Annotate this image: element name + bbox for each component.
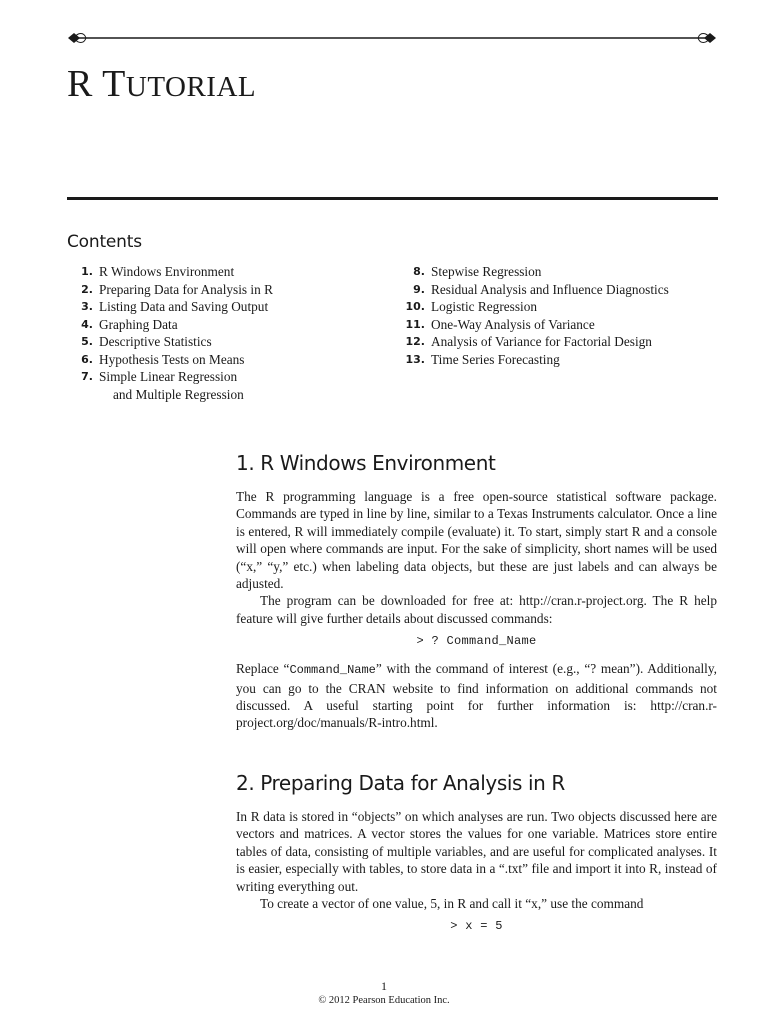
- section-1-code-example: > ? Command_Name: [416, 634, 537, 649]
- toc-item-number: 8.: [413, 265, 425, 278]
- title-initial: R T: [67, 63, 126, 105]
- section-1-heading: 1. R Windows Environment: [236, 451, 496, 475]
- toc-item-number: 6.: [81, 352, 93, 366]
- section-2-paragraph-2: To create a vector of one value, 5, in R and call it “x,” use the command: [260, 896, 644, 912]
- section-2-body: [236, 808, 717, 945]
- toc-item-number: 10.: [405, 300, 425, 313]
- section-2-code-example: > x = 5: [450, 919, 503, 934]
- toc-item-number: 13.: [405, 352, 425, 366]
- contents-heading: Contents: [67, 232, 142, 252]
- toc-item: [67, 316, 387, 334]
- toc-item: [392, 351, 722, 369]
- section-1-paragraph-1: The R programming language is a free open-source statistical software package. Commands are typed in line by line, similar to a Texas Instruments calculator. Once a line is entered, R will immediately compile (evaluate) it. To start, simply start R and a console will open where commands are input. For the sake of simplicity, short names will be used (“x,” “y,” etc.) when labeling data objects, but these are just labels and can always be adjusted.: [236, 489, 717, 592]
- toc-item: [67, 298, 387, 316]
- toc-item: [67, 333, 387, 351]
- toc-item-number: 2.: [81, 282, 93, 296]
- toc-item-label: Preparing Data for Analysis in R: [99, 281, 273, 297]
- toc-item-label: Time Series Forecasting: [431, 351, 560, 367]
- toc-item: [392, 298, 722, 316]
- toc-item: [67, 281, 387, 299]
- title-rest: UTORIAL: [125, 71, 257, 103]
- toc-item: [392, 333, 722, 351]
- toc-item-label: Logistic Regression: [431, 299, 537, 314]
- paragraph-text: Replace “: [236, 661, 290, 677]
- section-1-body: [236, 488, 717, 732]
- section-2-paragraph-1: In R data is stored in “objects” on which analyses are run. Two objects discussed here are vectors and matrices. A vector stores the values for one variable. Matrices store entire tables of data, consisting of multiple variables, and are useful for complicated analyses. It is easier, especially with tables, to store data in a “.txt” file and import it into R, instead of writing everything out.: [236, 809, 717, 894]
- toc-item-number: 12.: [405, 335, 425, 348]
- toc-item: [67, 368, 387, 403]
- section-1-paragraph-3: [236, 660, 717, 732]
- page-number: 1: [381, 979, 387, 993]
- section-2-heading: 2. Preparing Data for Analysis in R: [236, 771, 565, 795]
- toc-item-number: 4.: [81, 317, 93, 331]
- paragraph-text: ” with the command of interest (e.g., “? mean”). Additionally, you can go to the CRAN website to find information on additional commands not discussed. A useful starting point for further information is: http://cran.r-project.org/doc/manuals/R-intro.html.: [236, 661, 717, 731]
- toc-item-label: Listing Data and Saving Output: [99, 299, 269, 314]
- title-divider: [67, 197, 718, 200]
- copyright-notice: © 2012 Pearson Education Inc.: [318, 995, 450, 1006]
- toc-item-label: [99, 368, 387, 403]
- toc-item-label-line2: and Multiple Regression: [113, 386, 244, 402]
- toc-item: [67, 351, 387, 369]
- toc-item-label: Analysis of Variance for Factorial Design: [431, 334, 652, 349]
- contents-list-right: [392, 263, 722, 368]
- toc-item-number: 9.: [413, 282, 425, 296]
- toc-item-label: One-Way Analysis of Variance: [431, 316, 595, 332]
- toc-item-label: Graphing Data: [99, 316, 178, 332]
- toc-item-label-line1: Simple Linear Regression: [99, 369, 238, 384]
- toc-item: [392, 316, 722, 334]
- toc-item-label: Descriptive Statistics: [99, 334, 212, 349]
- toc-item-label: R Windows Environment: [99, 264, 235, 279]
- toc-item-number: 1.: [81, 265, 93, 278]
- toc-item-label: Residual Analysis and Influence Diagnostics: [431, 281, 669, 297]
- toc-item: [392, 263, 722, 281]
- contents-list-left: [67, 263, 387, 403]
- section-1-paragraph-2: The program can be downloaded for free at: http://cran.r-project.org. The R help feature will give further details about discussed commands:: [236, 593, 717, 626]
- toc-item-label: Stepwise Regression: [431, 264, 542, 279]
- toc-item-label: Hypothesis Tests on Means: [99, 351, 245, 367]
- toc-item-number: 7.: [81, 370, 93, 383]
- toc-item-number: 3.: [81, 300, 93, 313]
- ornament-rule: [66, 30, 718, 46]
- toc-item: [392, 281, 722, 299]
- inline-code: Command_Name: [289, 663, 376, 678]
- toc-item-number: 11.: [405, 317, 425, 331]
- toc-item: [67, 263, 387, 281]
- toc-item-number: 5.: [81, 335, 93, 348]
- document-title: [67, 60, 256, 111]
